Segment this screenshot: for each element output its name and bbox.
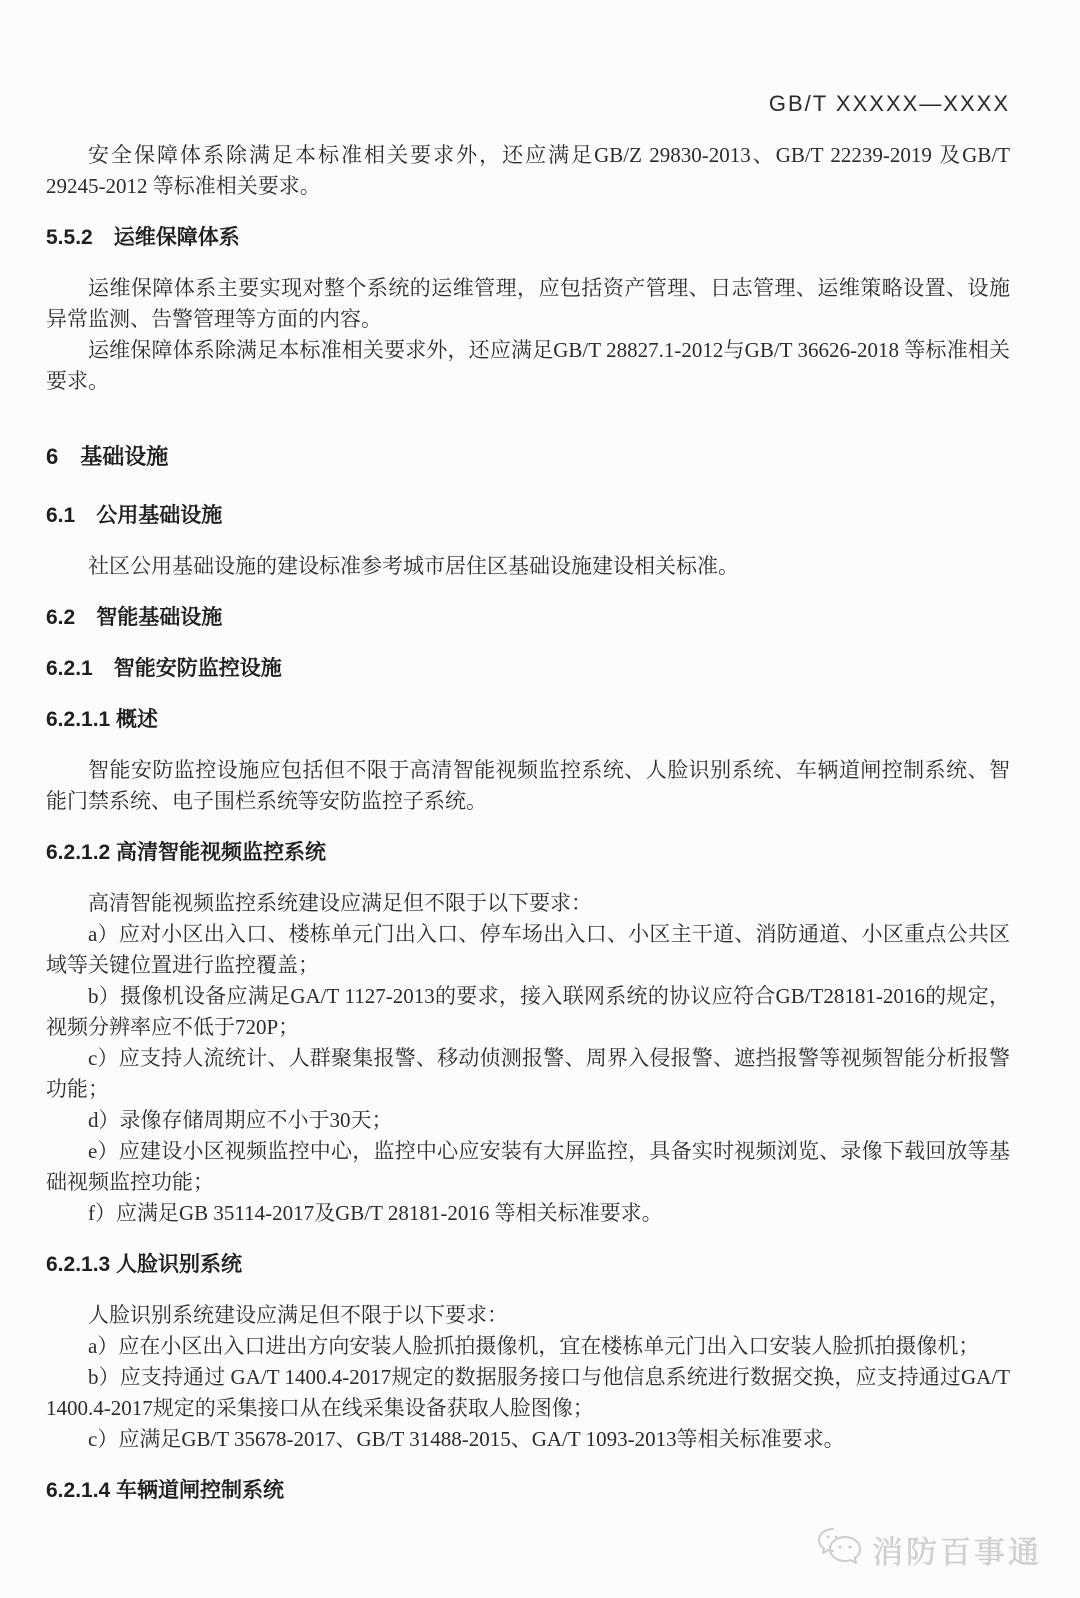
document-body	[46, 140, 1010, 1506]
list-item-hd-video-f: f）应满足GB 35114-2017及GB/T 28181-2016 等相关标准要求。	[88, 1201, 663, 1225]
list-item-hd-video-c: c）应支持人流统计、人群聚集报警、移动侦测报警、周界入侵报警、遮挡报警等视频智能分析报警功能；	[46, 1046, 1010, 1101]
heading-6-2-1-4-vehicle-barrier: 6.2.1.4 车辆道闸控制系统	[46, 1479, 285, 1502]
list-item-face-c: c）应满足GB/T 35678-2017、GB/T 31488-2015、GA/T 1093-2013等相关标准要求。	[88, 1427, 845, 1451]
paragraph-public-infrastructure: 社区公用基础设施的建设标准参考城市居住区基础设施建设相关标准。	[88, 554, 739, 578]
heading-6-2-1-3-face-recognition: 6.2.1.3 人脸识别系统	[46, 1253, 243, 1276]
heading-6-2-smart-infrastructure: 6.2 智能基础设施	[46, 606, 223, 629]
paragraph-hd-video-intro: 高清智能视频监控系统建设应满足但不限于以下要求：	[88, 891, 592, 915]
list-item-face-b: b）应支持通过 GA/T 1400.4-2017规定的数据服务接口与他信息系统进行数据交换，应支持通过GA/T 1400.4-2017规定的采集接口从在线采集设备获取人脸图像；	[46, 1365, 1010, 1420]
heading-5-5-2-ops-assurance: 5.5.2 运维保障体系	[46, 226, 240, 249]
standard-number-header: GB/T XXXXX—XXXX	[768, 91, 1010, 116]
watermark-label: 消防百事通	[872, 1535, 1042, 1570]
paragraph-security-standards: 安全保障体系除满足本标准相关要求外，还应满足GB/Z 29830-2013、GB/T 22239-2019 及GB/T 29245-2012 等标准相关要求。	[46, 143, 1010, 198]
paragraph-face-recognition-intro: 人脸识别系统建设应满足但不限于以下要求：	[88, 1303, 508, 1327]
heading-6-2-1-security-monitoring: 6.2.1 智能安防监控设施	[46, 657, 282, 680]
list-item-hd-video-e: e）应建设小区视频监控中心，监控中心应安装有大屏监控，具备实时视频浏览、录像下载回放等基础视频监控功能；	[46, 1139, 1010, 1194]
paragraph-monitoring-subsystems: 智能安防监控设施应包括但不限于高清智能视频监控系统、人脸识别系统、车辆道闸控制系统、智能门禁系统、电子围栏系统等安防监控子系统。	[46, 758, 1010, 813]
paragraph-ops-standards: 运维保障体系除满足本标准相关要求外，还应满足GB/T 28827.1-2012与GB/T 36626-2018 等标准相关要求。	[46, 338, 1010, 393]
list-item-face-a: a）应在小区出入口进出方向安装人脸抓拍摄像机，宜在楼栋单元门出入口安装人脸抓拍摄像机；	[88, 1334, 980, 1358]
watermark	[812, 1523, 1042, 1576]
heading-6-2-1-1-overview: 6.2.1.1 概述	[46, 708, 159, 731]
heading-6-infrastructure: 6 基础设施	[46, 444, 169, 469]
heading-6-1-public-infrastructure: 6.1 公用基础设施	[46, 504, 223, 527]
list-item-hd-video-d: d）录像存储周期应不小于30天；	[88, 1108, 393, 1132]
paragraph-ops-description: 运维保障体系主要实现对整个系统的运维管理，应包括资产管理、日志管理、运维策略设置、设施异常监测、告警管理等方面的内容。	[46, 276, 1010, 331]
wechat-bubbles-icon	[812, 1523, 864, 1576]
heading-6-2-1-2-hd-video: 6.2.1.2 高清智能视频监控系统	[46, 841, 327, 864]
list-item-hd-video-b: b）摄像机设备应满足GA/T 1127-2013的要求，接入联网系统的协议应符合GB/T28181-2016的规定，视频分辨率应不低于720P；	[46, 984, 1010, 1039]
list-item-hd-video-a: a）应对小区出入口、楼栋单元门出入口、停车场出入口、小区主干道、消防通道、小区重点公共区域等关键位置进行监控覆盖；	[46, 922, 1010, 977]
